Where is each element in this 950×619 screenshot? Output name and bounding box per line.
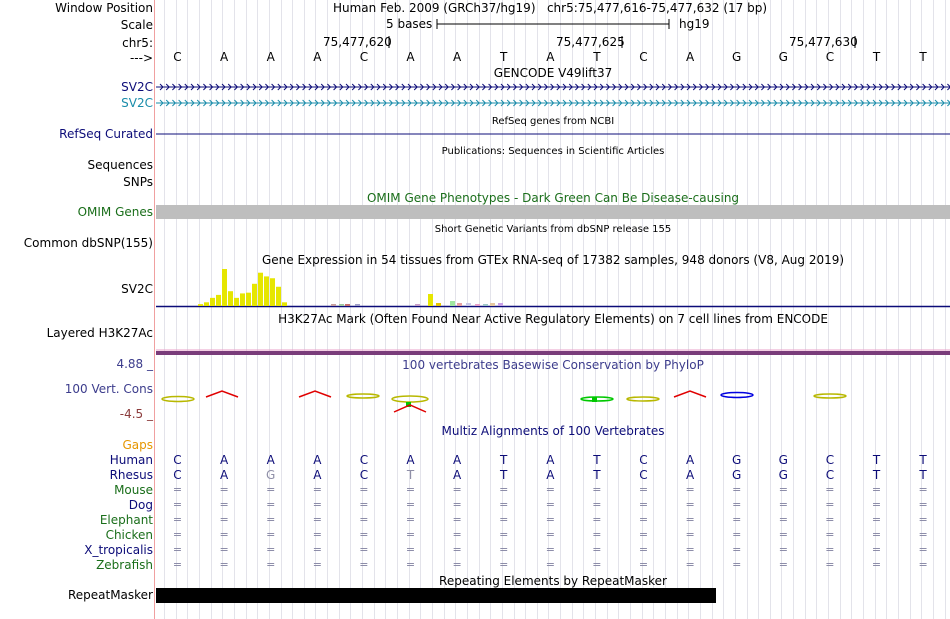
alignment-match: = — [545, 543, 555, 556]
gtex-bar — [240, 293, 245, 306]
window-position-value: Human Feb. 2009 (GRCh37/hg19) chr5:75,477,616-75,477,632 (17 bp) — [332, 1, 767, 15]
alignment-match: = — [452, 513, 462, 526]
alignment-match: = — [918, 498, 928, 511]
alignment-match: = — [452, 498, 462, 511]
conservation-max: 4.88 _ — [116, 357, 153, 371]
sequences-label[interactable]: Sequences — [87, 158, 153, 172]
conservation-mark — [814, 394, 846, 398]
alignment-match: = — [685, 498, 695, 511]
alignment-match: = — [825, 528, 835, 541]
coord-3: 75,477,630 — [789, 35, 858, 49]
alignment-match: = — [219, 543, 229, 556]
alignment-match: = — [871, 513, 882, 526]
alignment-match: = — [871, 558, 882, 571]
publications-title: Publications: Sequences in Scientific Articles — [441, 146, 665, 157]
gtex-bar — [222, 269, 227, 306]
alignment-match: = — [545, 528, 555, 541]
human-base: A — [266, 453, 275, 467]
omim-title: OMIM Gene Phenotypes - Dark Green Can Be Disease-causing — [366, 191, 740, 205]
human-base: C — [639, 453, 648, 467]
coord-2: 75,477,625 — [556, 35, 625, 49]
gtex-bar — [466, 303, 471, 306]
h3k27ac-signal — [156, 351, 950, 355]
rhesus-base: C — [825, 468, 835, 482]
alignment-match: = — [312, 558, 322, 571]
reference-base: T — [593, 50, 601, 64]
alignment-match: = — [266, 513, 276, 526]
alignment-match: = — [871, 528, 882, 541]
alignment-match: = — [405, 528, 416, 541]
gtex-bar — [282, 302, 287, 306]
species-label: Chicken — [105, 528, 153, 542]
alignment-match: = — [172, 528, 183, 541]
reference-base: A — [546, 50, 555, 64]
alignment-match: = — [778, 543, 788, 556]
reference-base: G — [778, 50, 788, 64]
reference-base: A — [219, 50, 229, 64]
rhesus-base: A — [452, 468, 462, 482]
alignment-match: = — [312, 513, 322, 526]
alignment-match: = — [405, 513, 416, 526]
strand-label: ---> — [129, 51, 153, 65]
gtex-bar — [276, 287, 281, 306]
alignment-match: = — [545, 558, 555, 571]
alignment-match: = — [638, 543, 649, 556]
conservation-min: -4.5 _ — [119, 407, 153, 421]
reference-base: C — [825, 50, 835, 64]
conservation-mark — [347, 394, 379, 398]
species-label: Human — [109, 453, 153, 467]
gtex-bar — [436, 303, 441, 306]
gtex-bar — [345, 304, 350, 306]
gtex-bar — [428, 294, 433, 306]
alignment-match: = — [312, 498, 322, 511]
alignment-match: = — [871, 483, 882, 496]
alignment-match: = — [405, 543, 416, 556]
gtex-bar — [264, 276, 269, 306]
species-label: Dog — [128, 498, 153, 512]
gencode-arrows — [156, 84, 950, 106]
repeatmasker-label[interactable]: RepeatMasker — [67, 588, 153, 602]
human-base: A — [406, 453, 415, 467]
alignment-match: = — [312, 528, 322, 541]
gtex-bar — [210, 298, 215, 306]
dbsnp-label[interactable]: Common dbSNP(155) — [23, 236, 153, 250]
alignment-match: = — [359, 483, 369, 496]
alignment-match: = — [778, 513, 788, 526]
rhesus-base: A — [546, 468, 555, 482]
gencode-title: GENCODE V49lift37 — [493, 66, 613, 80]
gtex-bar — [450, 301, 455, 306]
alignment-match: = — [638, 483, 649, 496]
alignment-match: = — [732, 558, 742, 571]
alignment-match: = — [266, 483, 276, 496]
alignment-match: = — [405, 498, 416, 511]
alignment-match: = — [499, 543, 509, 556]
human-base: C — [825, 453, 835, 467]
rhesus-base: A — [313, 468, 322, 482]
gtex-bars — [198, 269, 503, 306]
conservation-title: 100 vertebrates Basewise Conservation by PhyloP — [402, 358, 704, 372]
alignment-match: = — [918, 528, 928, 541]
alignment-match: = — [266, 528, 276, 541]
gtex-bar — [258, 273, 263, 306]
alignment-match: = — [871, 543, 882, 556]
conservation-marks — [162, 391, 846, 412]
alignment-match: = — [638, 498, 649, 511]
alignment-match: = — [219, 528, 229, 541]
human-base: C — [173, 453, 182, 467]
gtex-bar — [490, 303, 495, 306]
alignment-match: = — [918, 543, 928, 556]
reference-base: A — [685, 50, 695, 64]
rhesus-base: T — [593, 468, 601, 482]
reference-base: C — [639, 50, 648, 64]
multiz-title: Multiz Alignments of 100 Vertebrates — [441, 424, 665, 438]
alignment-match: = — [732, 483, 742, 496]
human-base: T — [872, 453, 881, 467]
alignment-match: = — [778, 483, 788, 496]
human-base: A — [313, 453, 322, 467]
repeatmasker-title: Repeating Elements by RepeatMasker — [439, 574, 667, 588]
alignment-match: = — [545, 498, 555, 511]
human-base: G — [778, 453, 788, 467]
snps-label[interactable]: SNPs — [123, 175, 153, 189]
alignment-match: = — [266, 498, 276, 511]
alignment-match: = — [825, 513, 835, 526]
human-base: G — [732, 453, 742, 467]
alignment-match: = — [359, 513, 369, 526]
alignment-match: = — [825, 543, 835, 556]
reference-base: G — [732, 50, 742, 64]
rhesus-base: A — [685, 468, 695, 482]
scale-text: 5 bases — [386, 17, 433, 31]
omim-label[interactable]: OMIM Genes — [77, 205, 153, 219]
alignment-match: = — [499, 528, 509, 541]
alignment-match: = — [638, 513, 649, 526]
reference-base: A — [452, 50, 462, 64]
gtex-bar — [457, 303, 462, 306]
alignment-match: = — [732, 543, 742, 556]
human-base: A — [685, 453, 695, 467]
alignment-match: = — [266, 543, 276, 556]
conservation-label[interactable]: 100 Vert. Cons — [64, 382, 153, 396]
species-label: Zebrafish — [96, 558, 153, 572]
alignment-match: = — [499, 558, 509, 571]
alignment-match: = — [545, 513, 555, 526]
h3k27ac-label[interactable]: Layered H3K27Ac — [46, 326, 153, 340]
alignment-match: = — [592, 498, 602, 511]
gtex-bar — [204, 302, 209, 306]
rhesus-base: C — [639, 468, 648, 482]
repeatmasker-block — [156, 588, 716, 603]
reference-base: A — [266, 50, 275, 64]
reference-base: C — [359, 50, 369, 64]
gtex-bar — [216, 295, 221, 306]
alignment-match: = — [359, 543, 369, 556]
alignment-match: = — [685, 558, 695, 571]
conservation-dot — [592, 397, 597, 402]
alignment-match: = — [359, 498, 369, 511]
alignment-match: = — [825, 498, 835, 511]
alignment-match: = — [219, 513, 229, 526]
gtex-bar — [475, 304, 480, 306]
reference-base: A — [406, 50, 415, 64]
conservation-mark — [721, 393, 753, 398]
alignment-match: = — [499, 498, 509, 511]
rhesus-base: T — [919, 468, 927, 482]
reference-base: T — [919, 50, 927, 64]
alignment-match: = — [778, 498, 788, 511]
gtex-bar — [252, 284, 257, 306]
conservation-mark — [674, 391, 706, 397]
alignment-match: = — [825, 483, 835, 496]
alignment-match: = — [685, 483, 695, 496]
alignment-match: = — [405, 558, 416, 571]
conservation-mark — [627, 397, 659, 401]
gtex-bar — [246, 293, 251, 306]
refseq-label[interactable]: RefSeq Curated — [59, 127, 153, 141]
gtex-bar — [228, 291, 233, 306]
reference-base: T — [500, 50, 508, 64]
alignment-match: = — [778, 558, 788, 571]
gaps-label: Gaps — [122, 438, 153, 452]
gtex-label[interactable]: SV2C — [121, 282, 153, 296]
alignment-match: = — [359, 558, 369, 571]
alignment-match: = — [592, 483, 602, 496]
human-base: A — [219, 453, 229, 467]
conservation-mark — [392, 396, 428, 402]
alignment-match: = — [732, 513, 742, 526]
alignment-match: = — [638, 558, 649, 571]
human-base: A — [452, 453, 462, 467]
alignment-match: = — [359, 528, 369, 541]
alignment-match: = — [172, 558, 183, 571]
alignment-match: = — [592, 513, 602, 526]
alignment-match: = — [918, 558, 928, 571]
rhesus-base: G — [778, 468, 788, 482]
reference-base: A — [313, 50, 322, 64]
rhesus-base: T — [872, 468, 881, 482]
alignment-match: = — [499, 513, 509, 526]
gtex-title: Gene Expression in 54 tissues from GTEx RNA-seq of 17382 samples, 948 donors (V8, Aug 2019) — [261, 253, 845, 267]
alignment-match: = — [685, 528, 695, 541]
alignment-match: = — [592, 543, 602, 556]
gtex-bar — [498, 303, 503, 306]
gtex-bar — [415, 304, 420, 306]
gtex-bar — [355, 304, 360, 306]
alignment-match: = — [545, 483, 555, 496]
gtex-bar — [234, 298, 239, 306]
rhesus-base: G — [732, 468, 742, 482]
alignment-match: = — [638, 528, 649, 541]
alignment-match: = — [172, 543, 183, 556]
reference-base: T — [872, 50, 881, 64]
chrom-label: chr5: — [122, 36, 153, 50]
alignment-match: = — [405, 483, 416, 496]
alignment-match: = — [452, 483, 462, 496]
species-label: Mouse — [114, 483, 153, 497]
alignment-match: = — [732, 498, 742, 511]
gtex-bar — [198, 304, 203, 306]
window-position-label: Window Position — [55, 1, 153, 15]
alignment-match: = — [592, 528, 602, 541]
rhesus-base: G — [266, 468, 276, 482]
rhesus-base: C — [173, 468, 182, 482]
gtex-bar — [270, 278, 275, 306]
species-label: Elephant — [99, 513, 153, 527]
conservation-mark — [206, 391, 238, 397]
rhesus-base: C — [359, 468, 369, 482]
alignment-match: = — [219, 498, 229, 511]
rhesus-base: T — [500, 468, 508, 482]
h3k27ac-title: H3K27Ac Mark (Often Found Near Active Regulatory Elements) on 7 cell lines from ENCODE — [278, 312, 828, 326]
conservation-mark — [299, 391, 331, 397]
alignment-match: = — [825, 558, 835, 571]
alignment-match: = — [499, 483, 509, 496]
alignment-match: = — [219, 558, 229, 571]
alignment-match: = — [685, 513, 695, 526]
gtex-bar — [331, 304, 336, 306]
alignment-match: = — [312, 483, 322, 496]
species-label: X_tropicalis — [84, 543, 153, 557]
gtex-bar — [339, 304, 344, 306]
assembly-label: hg19 — [679, 17, 710, 31]
human-base: T — [593, 453, 601, 467]
alignment-match: = — [778, 528, 788, 541]
alignment-match: = — [685, 543, 695, 556]
alignment-match: = — [172, 483, 183, 496]
human-base: T — [500, 453, 508, 467]
alignment-match: = — [219, 483, 229, 496]
rhesus-base: T — [406, 468, 415, 482]
alignment-match: = — [871, 498, 882, 511]
scale-label: Scale — [120, 18, 153, 32]
alignment-match: = — [266, 558, 276, 571]
human-base: T — [919, 453, 927, 467]
alignment-match: = — [918, 513, 928, 526]
human-base: A — [546, 453, 555, 467]
alignment-match: = — [172, 513, 183, 526]
alignment-match: = — [312, 543, 322, 556]
gencode-label-1[interactable]: SV2C — [121, 80, 153, 94]
gencode-label-2[interactable]: SV2C — [121, 96, 153, 110]
human-base: C — [359, 453, 369, 467]
alignment-match: = — [918, 483, 928, 496]
alignment-match: = — [452, 528, 462, 541]
alignment-match: = — [172, 498, 183, 511]
rhesus-base: A — [219, 468, 229, 482]
refseq-title: RefSeq genes from NCBI — [491, 116, 615, 127]
species-label: Rhesus — [109, 468, 153, 482]
dbsnp-title: Short Genetic Variants from dbSNP release 155 — [434, 224, 672, 235]
reference-base: C — [173, 50, 182, 64]
alignment-match: = — [452, 543, 462, 556]
coord-1: 75,477,620 — [323, 35, 392, 49]
alignment-match: = — [452, 558, 462, 571]
omim-gene-bar — [156, 205, 950, 219]
alignment-match: = — [732, 528, 742, 541]
gtex-bar — [483, 304, 488, 306]
alignment-match: = — [592, 558, 602, 571]
conservation-mark — [162, 397, 194, 402]
